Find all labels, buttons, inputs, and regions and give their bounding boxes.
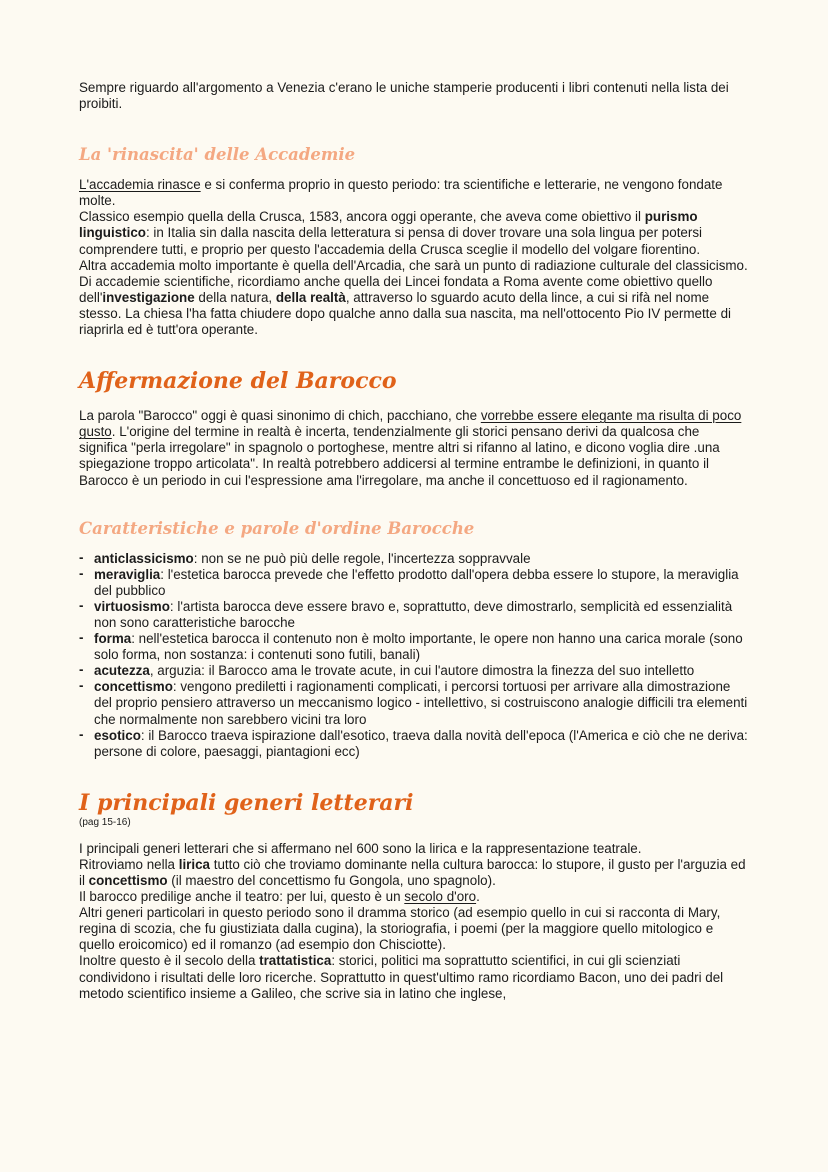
- list-item-text: : nell'estetica barocca il contenuto non è molto importante, le opere non hanno una carica morale (sono solo forma, non sostanza: i contenuti sono futili, banali): [94, 631, 743, 663]
- intro-paragraph: Sempre riguardo all'argomento a Venezia c'erano le uniche stamperie producenti i libri contenuti nella lista dei proibiti.: [79, 80, 729, 112]
- list-item: [79, 631, 751, 663]
- accademie-paragraph-3: Altra accademia molto importante è quella dell'Arcadia, che sarà un punto di radiazione culturale del classicismo.: [79, 257, 748, 273]
- accademie-paragraph-1: L'accademia rinasce e si conferma proprio in questo periodo: tra scientifiche e letterarie, ne vengono fondate molte.: [79, 177, 723, 209]
- list-item-term: acutezza: [94, 663, 150, 679]
- generi-paragraph-4: Altri generi particolari in questo periodo sono il dramma storico (ad esempio quello in cui si racconta di Mary, regina di scozia, che fu giustiziata dalla cugina), la storiografia, i poemi (per la maggiore quello mitologico e quello eroicomico) ed il romanzo (ad esempio don Chisciotte).: [79, 905, 721, 953]
- page-reference: (pag 15-16): [79, 816, 131, 828]
- list-item-text: , arguzia: il Barocco ama le trovate acute, in cui l'autore dimostra la finezza del suo intelletto: [149, 663, 695, 679]
- list-item-text: : il Barocco traeva ispirazione dall'esotico, traeva dalla novità dell'epoca (l'America e ciò che ne deriva: persone di colore, paesaggi, piantagioni ecc): [94, 727, 748, 759]
- accademia-link: L'accademia rinasce: [79, 177, 201, 193]
- list-item: [79, 679, 751, 727]
- list-item-text: : vengono prediletti i ragionamenti complicati, i percorsi tortuosi per arrivare alla dimostrazione del proprio pensiero attraverso un meccanismo logico - intellettivo, si costruiscono analogie difficili tra elementi che normalmente non sarebbero vicini tra loro: [94, 679, 748, 727]
- list-item-term: meraviglia: [94, 566, 161, 582]
- list-item-term: forma: [94, 631, 132, 647]
- section-generi: [79, 841, 751, 1002]
- heading-caratteristiche: Caratteristiche e parole d'ordine Barocche: [79, 518, 475, 538]
- heading-barocco: Affermazione del Barocco: [79, 368, 397, 395]
- list-item-text: : non se ne può più delle regole, l'incertezza soppravvale: [193, 550, 531, 566]
- accademie-paragraph-4: Di accademie scientifiche, ricordiamo anche quella dei Lincei fondata a Roma avente come obiettivo quello dell'investigazione della natura, della realtà, attraverso lo sguardo acuto della lince, a cui si rifà nel nome stesso. La chiesa l'ha fatta chiudere dopo qualche anno dalla sua nascita, ma nell'ottocento Pio IV permette di riaprirla ed è tutt'ora operante.: [79, 273, 731, 338]
- list-item-term: anticlassicismo: [94, 550, 194, 566]
- generi-paragraph-5: Inoltre questo è il secolo della trattatistica: storici, politici ma soprattutto scientifici, in cui gli scienziati condividono i risultati delle loro ricerche. Soprattutto in quest'ultimo ramo ricordiamo Bacon, uno dei padri del metodo scientifico insieme a Galileo, che scrive sia in latino che inglese,: [79, 953, 724, 1001]
- secolo-doro-underlined: secolo d'oro: [404, 889, 477, 905]
- barocco-underlined: vorrebbe essere elegante ma risulta di poco gusto: [79, 408, 742, 440]
- heading-accademie: La 'rinascita' delle Accademie: [79, 145, 356, 165]
- barocco-paragraph: La parola "Barocco" oggi è quasi sinonimo di chich, pacchiano, che vorrebbe essere elegante ma risulta di poco gusto. L'origine del termine in realtà è incerta, tendenzialmente gli storici pensano derivi da qualcosa che significa "perla irregolare" in spagnolo o portoghese, mentre altri si rifanno al latino, e dicono voglia dire .una spiegazione troppo articolata". In realtà potrebbero addicersi al termine entrambe le definizioni, in quanto il Barocco è un periodo in cui l'espressione ama l'irregolare, ma anche il concettuoso ed il ragionamento.: [79, 408, 742, 488]
- list-item: [79, 551, 751, 567]
- list-item-text: : l'artista barocca deve essere bravo e, soprattutto, deve dimostrarlo, semplicità ed essenzialità non sono caratteristiche barocche: [94, 598, 733, 630]
- list-item-term: virtuosismo: [94, 598, 170, 614]
- list-item: [79, 599, 751, 631]
- list-item-term: esotico: [94, 727, 141, 743]
- section-accademie: [79, 177, 751, 338]
- list-item-term: concettismo: [94, 679, 173, 695]
- document-content: [79, 80, 751, 1002]
- list-item: [79, 567, 751, 599]
- heading-generi: I principali generi letterari: [79, 789, 414, 816]
- accademie-paragraph-2: Classico esempio quella della Crusca, 1583, ancora oggi operante, che aveva come obiettivo il purismo linguistico: in Italia sin dalla nascita della letteratura si pensa di dover trovare una sola lingua per potersi comprendere tutti, e proprio per questo l'accademia della Crusca sceglie il modello del volgare fiorentino.: [79, 209, 703, 257]
- list-item: [79, 663, 751, 679]
- list-item: [79, 728, 751, 760]
- generi-paragraph-1: I principali generi letterari che si affermano nel 600 sono la lirica e la rappresentazione teatrale.: [79, 840, 642, 856]
- generi-paragraph-2: Ritroviamo nella lirica tutto ciò che troviamo dominante nella cultura barocca: lo stupore, il gusto per l'arguzia ed il concettismo (il maestro del concettismo fu Gongola, uno spagnolo).: [79, 856, 746, 888]
- generi-paragraph-3: Il barocco predilige anche il teatro: per lui, questo è un secolo d'oro.: [79, 889, 480, 905]
- caratteristiche-list: [79, 551, 751, 760]
- list-item-text: : l'estetica barocca prevede che l'effetto prodotto dall'opera debba essere lo stupore, la meraviglia del pubblico: [94, 566, 739, 598]
